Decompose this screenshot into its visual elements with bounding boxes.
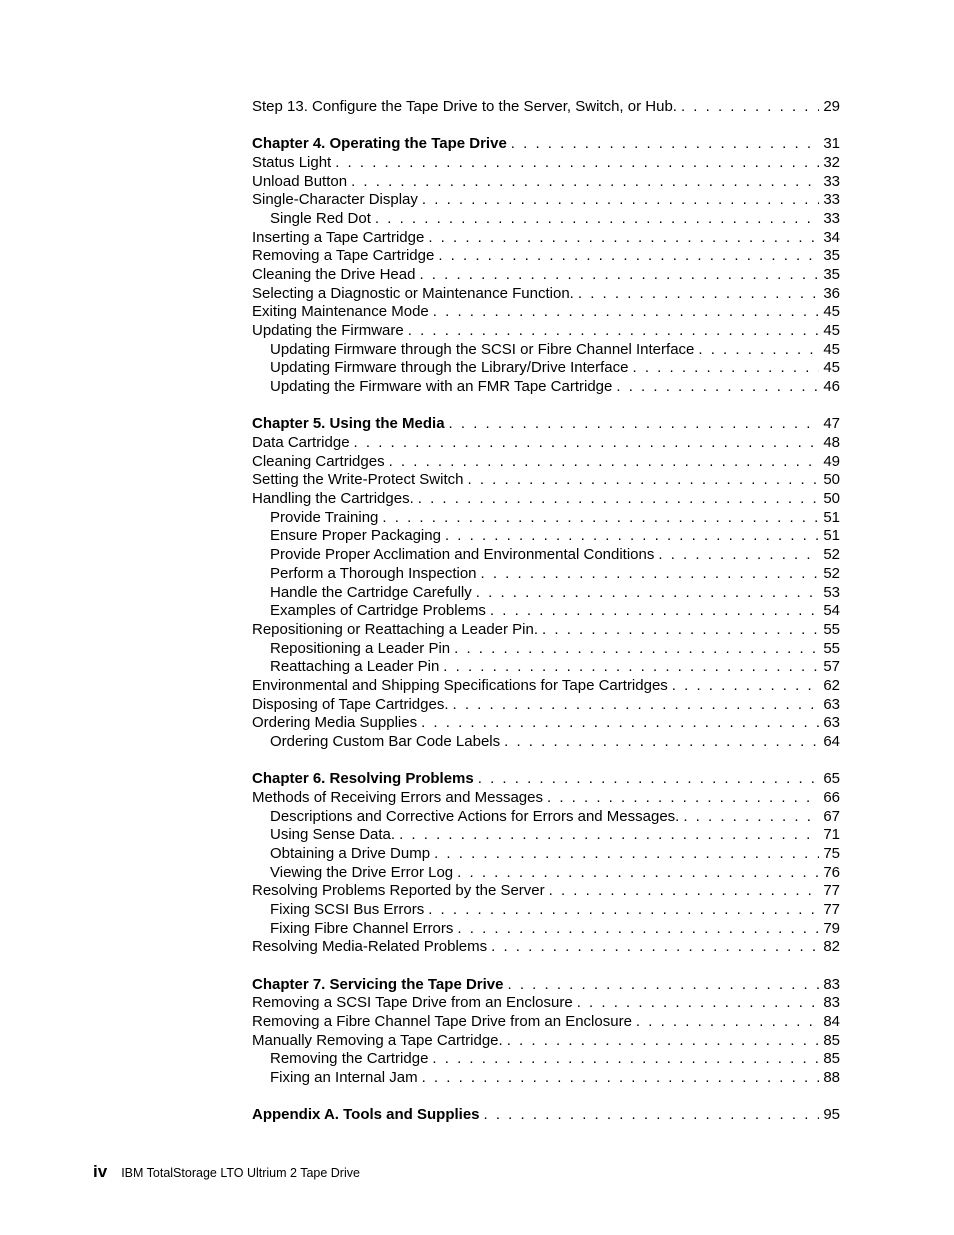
- toc-entry[interactable]: [252, 285, 840, 304]
- toc-entry-title: Using Sense Data.: [270, 826, 396, 844]
- toc-dot-leader: [694, 341, 819, 360]
- toc-entry[interactable]: [252, 584, 840, 603]
- toc-dot-leader: [441, 527, 819, 546]
- toc-chapter-entry[interactable]: [252, 1106, 840, 1125]
- toc-entry[interactable]: [252, 1069, 840, 1088]
- toc-dot-leader: [632, 1013, 819, 1032]
- toc-entry[interactable]: [252, 434, 840, 453]
- toc-dot-leader: [350, 434, 820, 453]
- toc-entry-page: 48: [819, 434, 840, 453]
- toc-dot-leader: [480, 1106, 820, 1125]
- toc-dot-leader: [428, 1050, 819, 1069]
- toc-entry-page: 47: [819, 415, 840, 434]
- toc-entry-title: Single-Character Display: [252, 191, 418, 209]
- footer-page-number: iv: [93, 1162, 108, 1181]
- toc-dot-leader: [430, 845, 819, 864]
- toc-entry-page: 35: [819, 247, 840, 266]
- toc-dot-leader: [472, 584, 820, 603]
- toc-entry-title: Removing a Fibre Channel Tape Drive from an Enclosure: [252, 1012, 632, 1030]
- toc-dot-leader: [429, 303, 820, 322]
- toc-entry-page: 63: [819, 696, 840, 715]
- toc-entry-page: 54: [819, 602, 840, 621]
- toc-dot-leader: [679, 808, 819, 827]
- toc-entry[interactable]: [252, 696, 840, 715]
- toc-entry-title: Status Light: [252, 153, 332, 171]
- toc-chapter-entry[interactable]: [252, 976, 840, 995]
- toc-dot-leader: [417, 714, 819, 733]
- toc-entry[interactable]: [252, 621, 840, 640]
- toc-entry-page: 75: [819, 845, 840, 864]
- toc-entry-page: 33: [819, 210, 840, 229]
- toc-entry-title: Cleaning the Drive Head: [252, 266, 416, 283]
- toc-entry-page: 50: [819, 471, 840, 490]
- toc-entry[interactable]: [252, 920, 840, 939]
- toc-dot-leader: [507, 135, 820, 154]
- toc-entry-title: Ensure Proper Packaging: [270, 527, 441, 545]
- toc-entry-title: Resolving Problems Reported by the Server: [252, 882, 545, 900]
- toc-entry[interactable]: [252, 714, 840, 733]
- toc-dot-leader: [371, 210, 819, 229]
- toc-entry-title: Handle the Cartridge Carefully: [270, 583, 472, 601]
- toc-dot-leader: [434, 247, 819, 266]
- table-of-contents: [252, 98, 840, 1125]
- toc-entry-page: 77: [819, 882, 840, 901]
- toc-dot-leader: [331, 154, 819, 173]
- toc-dot-leader: [453, 920, 819, 939]
- toc-dot-leader: [503, 976, 819, 995]
- toc-entry[interactable]: [252, 826, 840, 845]
- toc-entry-page: 66: [819, 789, 840, 808]
- toc-dot-leader: [487, 938, 819, 957]
- toc-entry[interactable]: [252, 808, 840, 827]
- toc-entry-page: 35: [819, 266, 840, 285]
- toc-dot-leader: [654, 546, 819, 565]
- toc-entry-title: Repositioning a Leader Pin: [270, 639, 451, 657]
- toc-entry-title: Chapter 7. Servicing the Tape Drive: [252, 975, 504, 993]
- toc-entry-title: Chapter 6. Resolving Problems: [252, 770, 474, 788]
- toc-dot-leader: [612, 378, 819, 397]
- toc-entry-page: 45: [819, 341, 840, 360]
- toc-entry-page: 95: [819, 1106, 840, 1125]
- toc-dot-leader: [449, 696, 820, 715]
- toc-entry-page: 83: [819, 976, 840, 995]
- toc-entry[interactable]: [252, 210, 840, 229]
- toc-entry-page: 45: [819, 359, 840, 378]
- toc-entry-title: Fixing Fibre Channel Errors: [270, 919, 454, 937]
- toc-chapter-entry[interactable]: [252, 415, 840, 434]
- toc-entry[interactable]: [252, 546, 840, 565]
- toc-dot-leader: [404, 322, 820, 341]
- toc-entry-title: Ordering Custom Bar Code Labels: [270, 733, 501, 750]
- toc-entry-title: Repositioning or Reattaching a Leader Pin.: [252, 620, 539, 638]
- toc-dot-leader: [538, 621, 819, 640]
- toc-entry-page: 82: [819, 938, 840, 957]
- toc-entry[interactable]: [252, 1013, 840, 1032]
- toc-entry-page: 64: [819, 733, 840, 752]
- toc-entry-title: Provide Training: [270, 508, 379, 526]
- toc-entry[interactable]: [252, 98, 840, 117]
- toc-entry-page: 49: [819, 453, 840, 472]
- toc-entry-title: Fixing SCSI Bus Errors: [270, 901, 425, 918]
- toc-dot-leader: [500, 733, 819, 752]
- toc-entry[interactable]: [252, 602, 840, 621]
- toc-entry-title: Selecting a Diagnostic or Maintenance Function.: [252, 284, 574, 302]
- toc-dot-leader: [486, 602, 819, 621]
- toc-dot-leader: [347, 173, 819, 192]
- toc-entry[interactable]: [252, 901, 840, 920]
- toc-entry-title: Obtaining a Drive Dump: [270, 844, 431, 862]
- toc-entry-page: 79: [819, 920, 840, 939]
- toc-entry-title: Fixing an Internal Jam: [270, 1069, 418, 1086]
- toc-entry[interactable]: [252, 733, 840, 752]
- toc-entry-page: 36: [819, 285, 840, 304]
- toc-entry-page: 77: [819, 901, 840, 920]
- toc-entry-title: Perform a Thorough Inspection: [270, 564, 477, 582]
- toc-chapter-entry[interactable]: [252, 770, 840, 789]
- toc-dot-leader: [503, 1032, 820, 1051]
- toc-entry[interactable]: [252, 994, 840, 1013]
- toc-entry-page: 67: [819, 808, 840, 827]
- toc-entry-title: Setting the Write-Protect Switch: [252, 471, 464, 489]
- toc-chapter-entry[interactable]: [252, 135, 840, 154]
- toc-entry[interactable]: [252, 640, 840, 659]
- toc-dot-leader: [395, 826, 819, 845]
- toc-entry[interactable]: [252, 882, 840, 901]
- toc-entry[interactable]: [252, 229, 840, 248]
- toc-entry-page: 57: [819, 658, 840, 677]
- toc-entry-title: Exiting Maintenance Mode: [252, 303, 429, 321]
- toc-dot-leader: [453, 864, 819, 883]
- toc-entry-title: Inserting a Tape Cartridge: [252, 228, 425, 246]
- toc-dot-leader: [545, 882, 820, 901]
- toc-entry-title: Environmental and Shipping Specifications for Tape Cartridges: [252, 676, 668, 694]
- toc-entry[interactable]: [252, 527, 840, 546]
- toc-dot-leader: [477, 565, 820, 584]
- toc-entry[interactable]: [252, 789, 840, 808]
- toc-entry[interactable]: [252, 490, 840, 509]
- toc-entry[interactable]: [252, 1050, 840, 1069]
- toc-entry[interactable]: [252, 677, 840, 696]
- toc-entry-title: Step 13. Configure the Tape Drive to the Server, Switch, or Hub.: [252, 98, 677, 115]
- toc-entry[interactable]: [252, 565, 840, 584]
- toc-dot-leader: [573, 994, 820, 1013]
- toc-entry[interactable]: [252, 173, 840, 192]
- toc-dot-leader: [439, 658, 819, 677]
- toc-entry-title: Methods of Receiving Errors and Messages: [252, 788, 543, 806]
- toc-entry[interactable]: [252, 845, 840, 864]
- toc-entry-title: Cleaning Cartridges: [252, 452, 385, 470]
- toc-entry[interactable]: [252, 509, 840, 528]
- toc-dot-leader: [378, 509, 819, 528]
- toc-entry-title: Resolving Media-Related Problems: [252, 938, 488, 956]
- toc-entry[interactable]: [252, 266, 840, 285]
- toc-entry[interactable]: [252, 154, 840, 173]
- toc-entry-page: 55: [819, 621, 840, 640]
- toc-entry-title: Removing a SCSI Tape Drive from an Enclosure: [252, 994, 573, 1012]
- toc-entry-title: Updating the Firmware: [252, 322, 404, 340]
- toc-entry-title: Viewing the Drive Error Log: [270, 863, 454, 881]
- toc-dot-leader: [414, 490, 820, 509]
- toc-entry-title: Appendix A. Tools and Supplies: [252, 1106, 480, 1124]
- toc-entry-title: Data Cartridge: [252, 434, 350, 451]
- toc-entry-title: Reattaching a Leader Pin: [270, 658, 440, 676]
- toc-entry-title: Removing a Tape Cartridge: [252, 247, 435, 265]
- toc-entry-page: 85: [819, 1032, 840, 1051]
- toc-entry-page: 88: [819, 1069, 840, 1088]
- toc-entry-page: 45: [819, 303, 840, 322]
- toc-entry-page: 32: [819, 154, 840, 173]
- toc-entry[interactable]: [252, 322, 840, 341]
- toc-entry-title: Ordering Media Supplies: [252, 714, 418, 732]
- toc-entry-page: 52: [819, 565, 840, 584]
- toc-dot-leader: [385, 453, 820, 472]
- toc-entry[interactable]: [252, 938, 840, 957]
- toc-entry-title: Updating Firmware through the Library/Drive Interface: [270, 359, 629, 377]
- toc-entry-page: 63: [819, 714, 840, 733]
- toc-entry-page: 45: [819, 322, 840, 341]
- toc-entry-page: 62: [819, 677, 840, 696]
- toc-entry-page: 55: [819, 640, 840, 659]
- toc-entry-title: Handling the Cartridges.: [252, 490, 414, 508]
- toc-entry-page: 65: [819, 770, 840, 789]
- toc-entry-page: 33: [819, 191, 840, 210]
- toc-entry-title: Provide Proper Acclimation and Environmental Conditions: [270, 546, 655, 564]
- toc-dot-leader: [418, 191, 819, 210]
- toc-entry-page: 33: [819, 173, 840, 192]
- toc-entry[interactable]: [252, 247, 840, 266]
- toc-entry-title: Disposing of Tape Cartridges.: [252, 695, 449, 713]
- toc-entry[interactable]: [252, 341, 840, 360]
- toc-entry-page: 71: [819, 826, 840, 845]
- toc-dot-leader: [424, 229, 819, 248]
- toc-dot-leader: [543, 789, 819, 808]
- toc-entry[interactable]: [252, 303, 840, 322]
- toc-entry-title: Descriptions and Corrective Actions for Errors and Messages.: [270, 807, 680, 825]
- toc-entry-title: Updating Firmware through the SCSI or Fibre Channel Interface: [270, 340, 695, 358]
- toc-entry-page: 84: [819, 1013, 840, 1032]
- toc-entry-title: Chapter 5. Using the Media: [252, 415, 445, 433]
- toc-entry-page: 34: [819, 229, 840, 248]
- toc-entry-title: Manually Removing a Tape Cartridge.: [252, 1031, 503, 1049]
- toc-entry-title: Removing the Cartridge: [270, 1050, 429, 1068]
- toc-dot-leader: [445, 415, 820, 434]
- toc-entry[interactable]: [252, 453, 840, 472]
- toc-dot-leader: [418, 1069, 820, 1088]
- toc-dot-leader: [424, 901, 819, 920]
- toc-entry-title: Updating the Firmware with an FMR Tape Cartridge: [270, 378, 613, 396]
- toc-dot-leader: [474, 770, 820, 789]
- toc-entry-page: 52: [819, 546, 840, 565]
- toc-entry[interactable]: [252, 864, 840, 883]
- toc-entry[interactable]: [252, 471, 840, 490]
- page-footer: [93, 1162, 360, 1182]
- toc-dot-leader: [574, 285, 819, 304]
- toc-dot-leader: [629, 359, 820, 378]
- toc-entry-page: 51: [819, 527, 840, 546]
- toc-entry[interactable]: [252, 658, 840, 677]
- toc-dot-leader: [677, 98, 819, 117]
- toc-entry-page: 46: [819, 378, 840, 397]
- toc-entry-title: Single Red Dot: [270, 209, 371, 227]
- toc-entry[interactable]: [252, 1032, 840, 1051]
- toc-dot-leader: [450, 640, 819, 659]
- toc-entry-page: 85: [819, 1050, 840, 1069]
- toc-entry[interactable]: [252, 359, 840, 378]
- toc-dot-leader: [463, 471, 819, 490]
- toc-entry-page: 53: [819, 584, 840, 603]
- toc-entry-page: 29: [819, 98, 840, 117]
- toc-dot-leader: [668, 677, 820, 696]
- toc-entry-page: 51: [819, 509, 840, 528]
- toc-entry-title: Unload Button: [252, 172, 348, 190]
- toc-entry-title: Chapter 4. Operating the Tape Drive: [252, 135, 507, 153]
- toc-entry-page: 83: [819, 994, 840, 1013]
- toc-entry[interactable]: [252, 378, 840, 397]
- toc-entry-page: 76: [819, 864, 840, 883]
- footer-book-title: IBM TotalStorage LTO Ultrium 2 Tape Drive: [121, 1166, 360, 1180]
- toc-entry-page: 31: [819, 135, 840, 154]
- toc-dot-leader: [415, 266, 819, 285]
- toc-entry[interactable]: [252, 191, 840, 210]
- toc-entry-title: Examples of Cartridge Problems: [270, 602, 486, 620]
- toc-entry-page: 50: [819, 490, 840, 509]
